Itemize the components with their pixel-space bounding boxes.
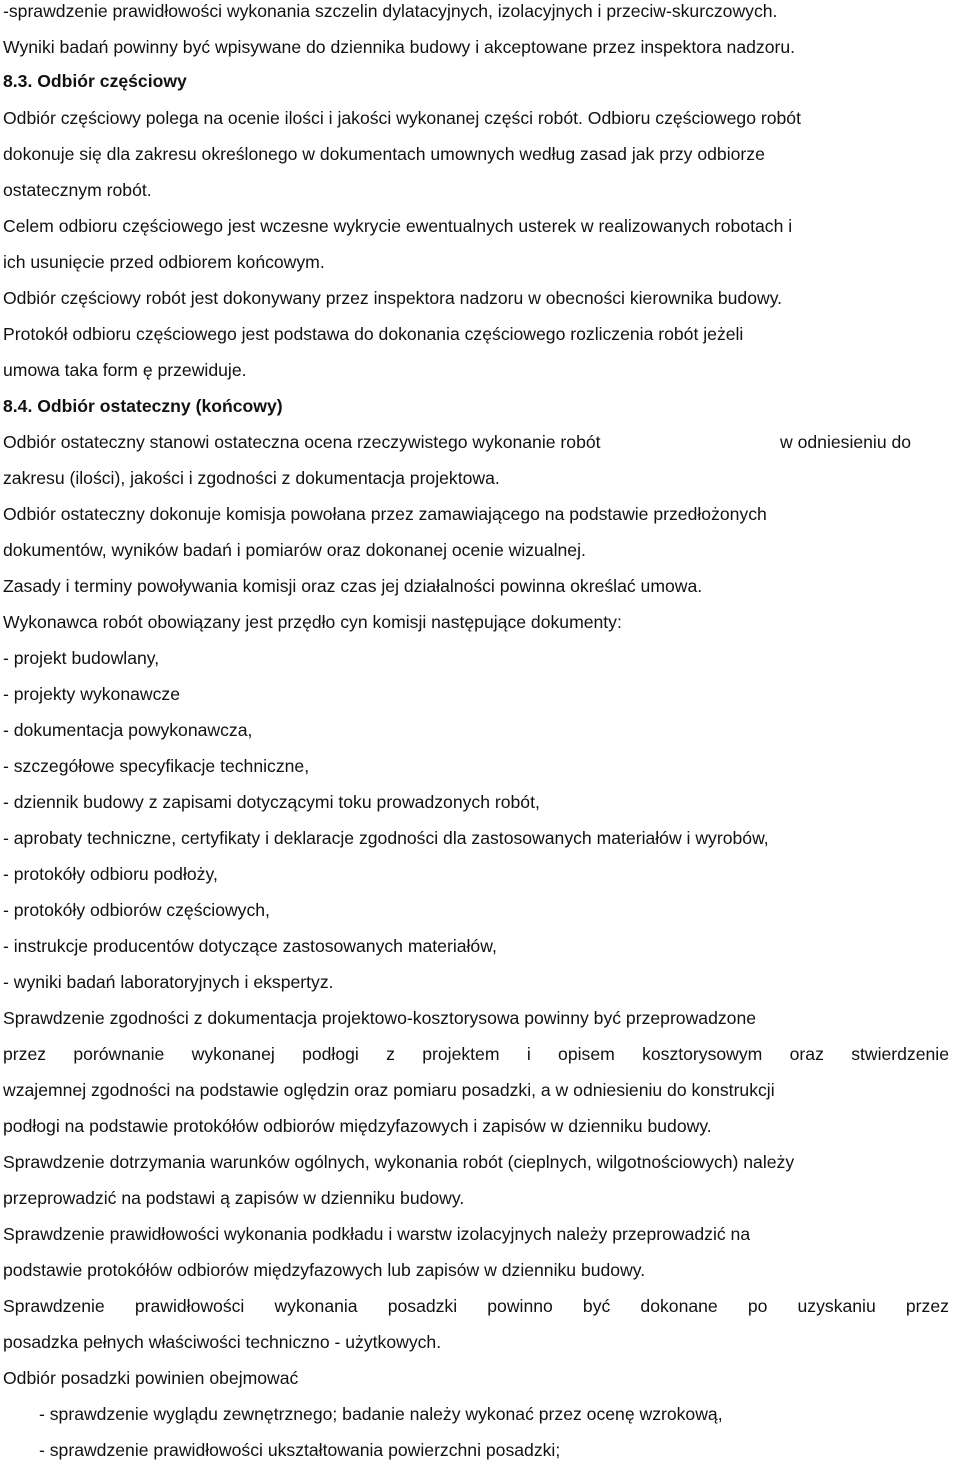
text-line: zakresu (ilości), jakości i zgodności z dokumentacja projektowa. (3, 468, 500, 488)
list-item: - wyniki badań laboratoryjnych i ekspertyz. (3, 972, 334, 992)
word: po (747, 1296, 768, 1316)
list-item: - projekt budowlany, (3, 648, 160, 668)
word: dokonane (640, 1296, 718, 1316)
text-line-justified (3, 1295, 949, 1317)
text-line: dokonuje się dla zakresu określonego w dokumentach umownych według zasad jak przy odbiorze (3, 144, 765, 164)
word: powinno (487, 1296, 553, 1316)
list-item: - instrukcje producentów dotyczące zastosowanych materiałów, (3, 936, 497, 956)
list-item: - sprawdzenie wyglądu zewnętrznego; badanie należy wykonać przez ocenę wzrokową, (39, 1404, 723, 1424)
word: posadzki (387, 1296, 458, 1316)
word: przez (3, 1044, 47, 1064)
list-item: - sprawdzenie prawidłowości ukształtowania powierzchni posadzki; (39, 1440, 561, 1460)
text-line: posadzka pełnych właściwości techniczno - użytkowych. (3, 1332, 442, 1352)
text-line: Sprawdzenie prawidłowości wykonania podkładu i warstw izolacyjnych należy przeprowadzić na (3, 1224, 751, 1244)
text-line: Odbiór posadzki powinien obejmować (3, 1368, 299, 1388)
word: opisem (558, 1044, 615, 1064)
word: porównanie (73, 1044, 165, 1064)
list-item: - protokóły odbioru podłoży, (3, 864, 218, 884)
list-item: - szczegółowe specyfikacje techniczne, (3, 756, 310, 776)
text-line: Wyniki badań powinny być wpisywane do dziennika budowy i akceptowane przez inspektora nadzoru. (3, 37, 796, 57)
word: wykonanej (191, 1044, 275, 1064)
word: kosztorysowym (642, 1044, 763, 1064)
text-line: Odbiór ostateczny dokonuje komisja powołana przez zamawiającego na podstawie przedłożonych (3, 504, 767, 524)
word: być (582, 1296, 611, 1316)
section-heading-8-3: 8.3. Odbiór częściowy (3, 71, 187, 91)
text-line: podłogi na podstawie protokółów odbiorów międzyfazowych i zapisów w dzienniku budowy. (3, 1116, 712, 1136)
text-line: ostatecznym robót. (3, 180, 152, 200)
text-line: podstawie protokółów odbiorów międzyfazowych lub zapisów w dzienniku budowy. (3, 1260, 646, 1280)
word: podłogi (302, 1044, 359, 1064)
text-line-justified (3, 1043, 949, 1065)
text-line: wzajemnej zgodności na podstawie oględzin oraz pomiaru posadzki, a w odniesieniu do konstrukcji (3, 1080, 775, 1100)
text-line: Odbiór ostateczny stanowi ostateczna ocena rzeczywistego wykonanie robót (3, 432, 601, 452)
text-line: Protokół odbioru częściowego jest podstawa do dokonania częściowego rozliczenia robót jeżeli (3, 324, 744, 344)
word: Sprawdzenie (3, 1296, 105, 1316)
word: prawidłowości (134, 1296, 245, 1316)
word: projektem (422, 1044, 500, 1064)
word: przez (905, 1296, 949, 1316)
word: stwierdzenie (851, 1044, 949, 1064)
word: uzyskaniu (797, 1296, 876, 1316)
text-line: Sprawdzenie dotrzymania warunków ogólnych, wykonania robót (cieplnych, wilgotnościowych) należy (3, 1152, 795, 1172)
text-line: Zasady i terminy powoływania komisji oraz czas jej działalności powinna określać umowa. (3, 576, 703, 596)
text-line: Celem odbioru częściowego jest wczesne wykrycie ewentualnych usterek w realizowanych robotach i (3, 216, 793, 236)
text-line: umowa taka form ę przewiduje. (3, 360, 247, 380)
word: z (386, 1044, 395, 1064)
text-line: ich usunięcie przed odbiorem końcowym. (3, 252, 325, 272)
text-line-fragment: w odniesieniu do (780, 432, 912, 452)
text-line: Sprawdzenie zgodności z dokumentacja projektowo-kosztorysowa powinny być przeprowadzone (3, 1008, 757, 1028)
section-heading-8-4: 8.4. Odbiór ostateczny (końcowy) (3, 396, 283, 416)
list-item: - dokumentacja powykonawcza, (3, 720, 253, 740)
word: oraz (789, 1044, 824, 1064)
text-line: dokumentów, wyników badań i pomiarów oraz dokonanej ocenie wizualnej. (3, 540, 586, 560)
text-line: Odbiór częściowy polega na ocenie ilości i jakości wykonanej części robót. Odbioru częściowego robót (3, 108, 801, 128)
word: i (526, 1044, 531, 1064)
text-line: przeprowadzić na podstawi ą zapisów w dzienniku budowy. (3, 1188, 465, 1208)
text-line: -sprawdzenie prawidłowości wykonania szczelin dylatacyjnych, izolacyjnych i przeciw-skurczowych. (3, 1, 778, 21)
list-item: - dziennik budowy z zapisami dotyczącymi toku prowadzonych robót, (3, 792, 540, 812)
list-item: - projekty wykonawcze (3, 684, 180, 704)
text-line: Odbiór częściowy robót jest dokonywany przez inspektora nadzoru w obecności kierownika budowy. (3, 288, 783, 308)
list-item: - aprobaty techniczne, certyfikaty i deklaracje zgodności dla zastosowanych materiałów i wyrobów, (3, 828, 769, 848)
word: wykonania (274, 1296, 358, 1316)
text-line: Wykonawca robót obowiązany jest przędło cyn komisji następujące dokumenty: (3, 612, 622, 632)
list-item: - protokóły odbiorów częściowych, (3, 900, 270, 920)
